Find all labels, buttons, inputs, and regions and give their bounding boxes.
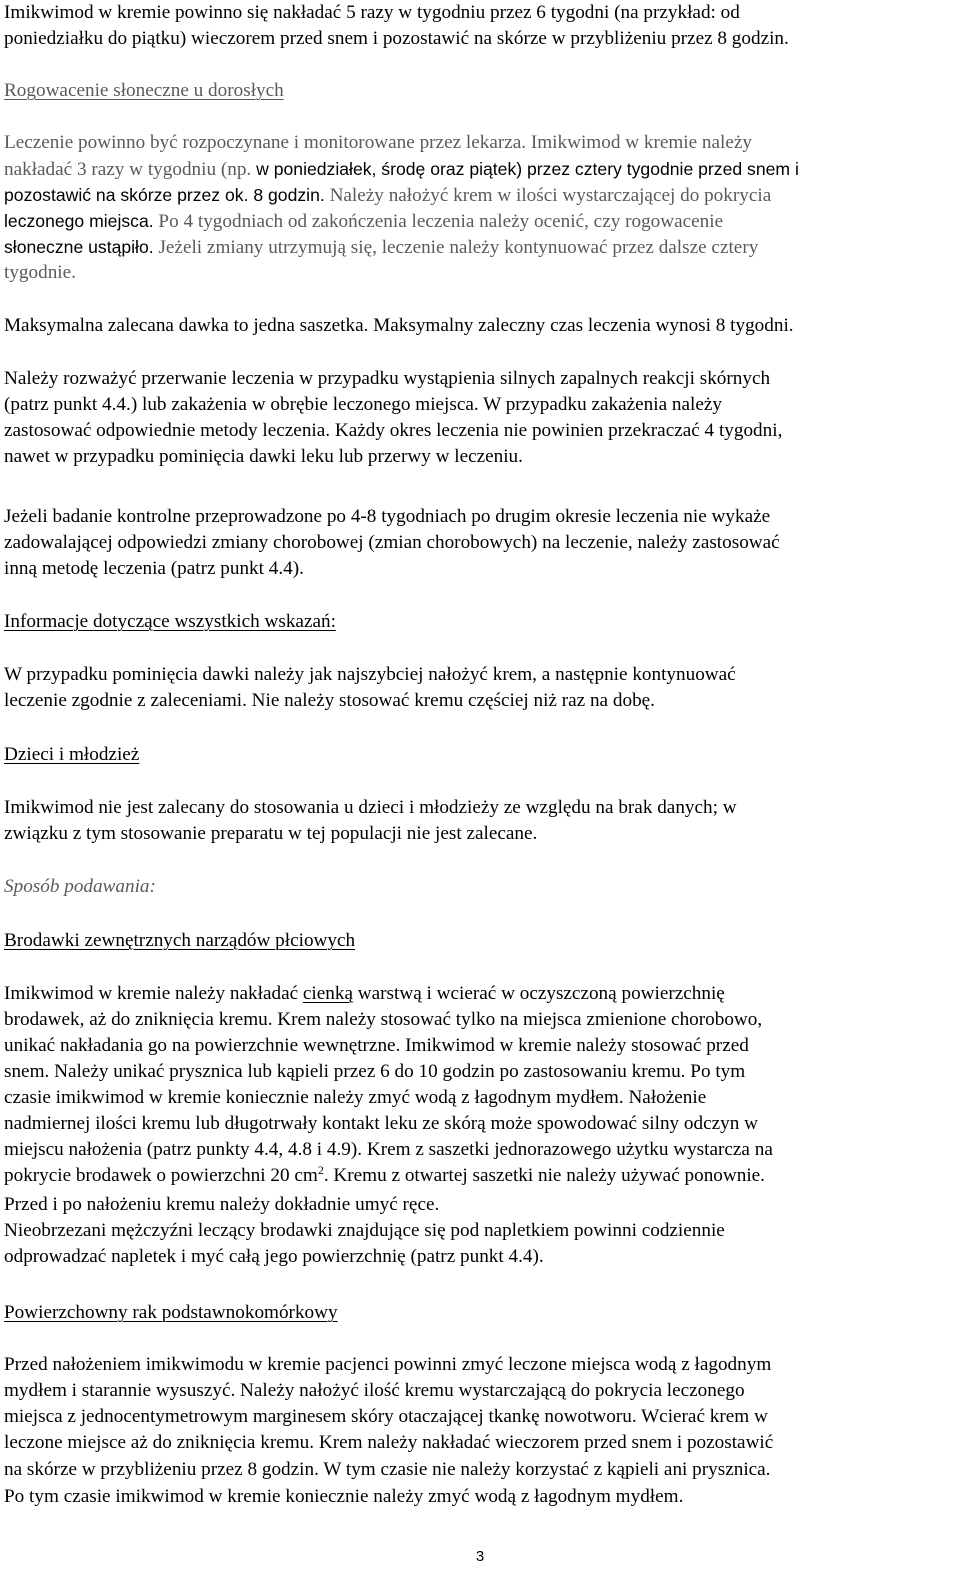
section-heading-actinic-keratosis: Rogowacenie słoneczne u dorosłych: [4, 80, 284, 101]
paragraph-line: odprowadzać napletek i myć całą jego powierzchnię (patrz punkt 4.4).: [4, 1246, 544, 1267]
text-run: . Kremu z otwartej saszetki nie należy używać ponownie.: [323, 1165, 765, 1186]
paragraph-line: [4, 981, 725, 1007]
paragraph-line: [4, 234, 758, 260]
text-run: w poniedziałek, środę oraz piątek) przez cztery tygodnie przed snem i: [251, 159, 799, 179]
paragraph-line: leczenie zgodnie z zaleceniami. Nie należy stosować kremu częściej niż raz na dobę.: [4, 690, 655, 711]
paragraph-line: na skórze w przybliżeniu przez 8 godzin. W tym czasie nie należy korzystać z kąpieli ani prysznica.: [4, 1459, 771, 1480]
paragraph-line: Imikwimod nie jest zalecany do stosowania u dzieci i młodzieży ze względu na brak danych; w: [4, 797, 737, 818]
paragraph-line: nawet w przypadku pominięcia dawki leku lub przerwy w leczeniu.: [4, 446, 523, 467]
text-run: pozostawić na skórze przez ok. 8 godzin.: [4, 185, 325, 205]
paragraph-line: tygodnie.: [4, 262, 76, 283]
page-number: 3: [475, 1548, 485, 1565]
paragraph-line: Po tym czasie imikwimod w kremie koniecznie należy zmyć wodą z łagodnym mydłem.: [4, 1486, 684, 1507]
text-run: Należy nałożyć krem w ilości wystarczającej do pokrycia: [324, 185, 772, 206]
section-heading-superficial-bcc: Powierzchowny rak podstawnokomórkowy: [4, 1302, 338, 1323]
text-run: nakładać 3 razy w tygodniu (np.: [4, 159, 252, 180]
paragraph-line: [4, 182, 771, 208]
text-run: Po 4 tygodniach od zakończenia leczenia należy ocenić, czy rogowacenie: [153, 211, 724, 232]
section-heading-administration: Sposób podawania:: [4, 876, 156, 897]
paragraph-line: [4, 156, 799, 182]
paragraph-line: snem. Należy unikać prysznica lub kąpieli przez 6 do 10 godzin po zastosowaniu kremu. Po tym: [4, 1061, 746, 1082]
underlined-word: cienką: [302, 983, 353, 1004]
paragraph-line: czasie imikwimod w kremie koniecznie należy zmyć wodą z łagodnym mydłem. Nałożenie: [4, 1087, 707, 1108]
text-run: Jeżeli zmiany utrzymują się, leczenie należy kontynuować przez dalsze cztery: [153, 237, 759, 258]
text-run: leczonego miejsca.: [4, 211, 154, 231]
paragraph-line: zadowalającej odpowiedzi zmiany chorobowej (zmian chorobowych) na leczenie, należy zastosować: [4, 532, 780, 553]
text-run: słoneczne ustąpiło.: [4, 237, 154, 257]
paragraph-line: leczone miejsce aż do zniknięcia kremu. Krem należy nakładać wieczorem przed snem i pozostawić: [4, 1432, 774, 1453]
paragraph-line: Przed nałożeniem imikwimodu w kremie pacjenci powinni zmyć leczone miejsca wodą z łagodnym: [4, 1354, 772, 1375]
paragraph-line: (patrz punkt 4.4.) lub zakażenia w obrębie leczonego miejsca. W przypadku zakażenia należy: [4, 394, 722, 415]
paragraph-line: Nieobrzezani mężczyźni leczący brodawki znajdujące się pod napletkiem powinni codziennie: [4, 1220, 725, 1241]
superscript: 2: [317, 1163, 324, 1177]
paragraph-line: Imikwimod w kremie powinno się nakładać 5 razy w tygodniu przez 6 tygodni (na przykład: od: [4, 2, 740, 23]
paragraph-line: [4, 1163, 765, 1189]
paragraph-line: Maksymalna zalecana dawka to jedna saszetka. Maksymalny zaleczny czas leczenia wynosi 8 tygodni.: [4, 315, 794, 336]
paragraph-line: poniedziałku do piątku) wieczorem przed snem i pozostawić na skórze w przybliżeniu przez 8 godzin.: [4, 28, 789, 49]
paragraph-line: Należy rozważyć przerwanie leczenia w przypadku wystąpienia silnych zapalnych reakcji skórnych: [4, 368, 771, 389]
paragraph-line: nadmiernej ilości kremu lub długotrwały kontakt leku ze skórą może spowodować silny odczyn w: [4, 1113, 758, 1134]
paragraph-line: Leczenie powinno być rozpoczynane i monitorowane przez lekarza. Imikwimod w kremie należy: [4, 132, 752, 153]
paragraph-line: związku z tym stosowanie preparatu w tej populacji nie jest zalecane.: [4, 823, 538, 844]
paragraph-line: unikać nakładania go na powierzchnie wewnętrzne. Imikwimod w kremie należy stosować przed: [4, 1035, 749, 1056]
paragraph-line: brodawek, aż do zniknięcia kremu. Krem należy stosować tylko na miejsca zmienione chorobowo,: [4, 1009, 763, 1030]
section-heading-all-indications: Informacje dotyczące wszystkich wskazań:: [4, 611, 336, 632]
text-run: pokrycie brodawek o powierzchni 20 cm: [4, 1165, 318, 1186]
paragraph-line: mydłem i starannie wysuszyć. Należy nałożyć ilość kremu wystarczającą do pokrycia leczonego: [4, 1380, 745, 1401]
section-heading-genital-warts: Brodawki zewnętrznych narządów płciowych: [4, 930, 356, 951]
paragraph-line: [4, 208, 723, 234]
paragraph-line: Przed i po nałożeniu kremu należy dokładnie umyć ręce.: [4, 1194, 440, 1215]
paragraph-line: inną metodę leczenia (patrz punkt 4.4).: [4, 558, 304, 579]
paragraph-line: miejscu nałożenia (patrz punkty 4.4, 4.8 i 4.9). Krem z saszetki jednorazowego użytku wystarcza na: [4, 1139, 773, 1160]
paragraph-line: miejsca z jednocentymetrowym marginesem skóry otaczającej tkankę nowotworu. Wcierać krem w: [4, 1406, 768, 1427]
paragraph-line: zastosować odpowiednie metody leczenia. Każdy okres leczenia nie powinien przekraczać 4 tygodni,: [4, 420, 783, 441]
section-heading-children: Dzieci i młodzież: [4, 744, 140, 765]
text-run: Imikwimod w kremie należy nakładać: [4, 983, 303, 1004]
text-run: warstwą i wcierać w oczyszczoną powierzchnię: [352, 983, 725, 1004]
paragraph-line: Jeżeli badanie kontrolne przeprowadzone po 4-8 tygodniach po drugim okresie leczenia nie wykaże: [4, 506, 771, 527]
paragraph-line: W przypadku pominięcia dawki należy jak najszybciej nałożyć krem, a następnie kontynuować: [4, 664, 736, 685]
